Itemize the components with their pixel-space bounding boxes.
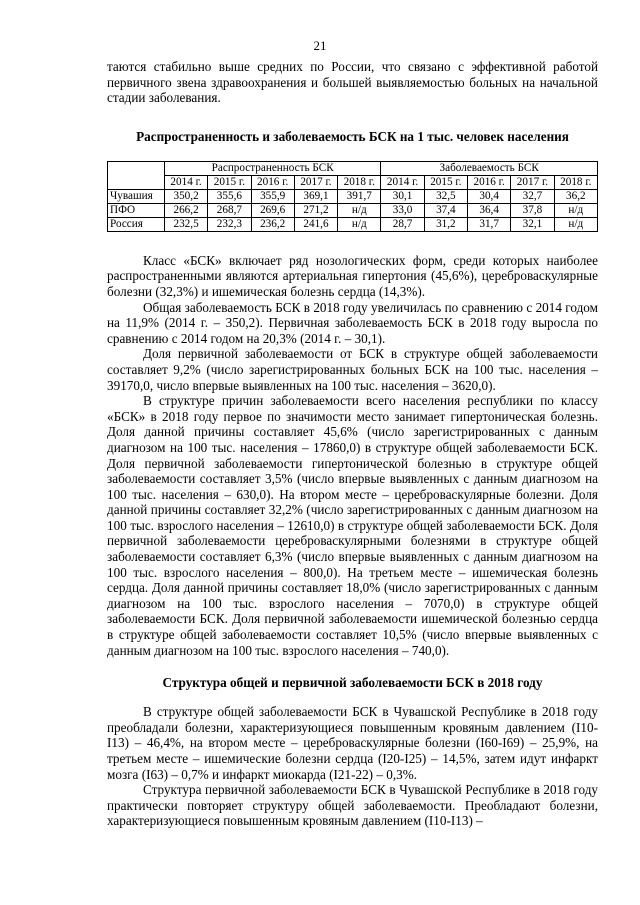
table-title: Распространенность и заболеваемость БСК на 1 тыс. человек населения: [136, 128, 569, 144]
table-cell: 32,1: [511, 217, 554, 231]
table-cell: 28,7: [381, 217, 424, 231]
table-cell: 266,2: [164, 203, 207, 217]
table-cell: 37,8: [511, 203, 554, 217]
table-cell: 37,4: [424, 203, 467, 217]
body-paragraph: Доля первичной заболеваемости от БСК в структуре общей заболеваемости составляет 9,2% (число зарегистрированных больных БСК на 100 тыс. населения – 39170,0, число впервые выявленных на 100 тыс. населения – 3620,0).: [107, 346, 598, 393]
table-corner-cell: [108, 161, 165, 189]
year-header: 2018 г.: [338, 175, 381, 189]
body-paragraph: В структуре общей заболеваемости БСК в Чувашской Республике в 2018 году преобладали болезни, характеризующиеся повышенным кровяным давлением (I10-I13) – 46,4%, на втором месте – цереброваскулярные болезни (I60-I69) – 25,9%, на третьем месте – ишемические болезни сердца (I20-I25) – 14,5%, затем идут инфаркт мозга (I63) – 0,7% и инфаркт миокарда (I21-22) – 0,3%.: [107, 704, 598, 782]
table-cell: 33,0: [381, 203, 424, 217]
year-header: 2016 г.: [251, 175, 294, 189]
row-label: Чувашия: [108, 189, 165, 203]
table-cell: 369,1: [294, 189, 337, 203]
table-cell: 268,7: [208, 203, 251, 217]
page-content: [107, 59, 598, 829]
table-cell: н/д: [338, 203, 381, 217]
table-cell: н/д: [554, 203, 597, 217]
body-paragraph: Структура первичной заболеваемости БСК в Чувашской Республике в 2018 году практически повторяет структуру общей заболеваемости. Преобладают болезни, характеризующиеся повышенным кровяным давлением (I10-I13) –: [107, 782, 598, 829]
table-cell: 36,2: [554, 189, 597, 203]
table-cell: 232,3: [208, 217, 251, 231]
table-row: [108, 217, 598, 231]
table-cell: 391,7: [338, 189, 381, 203]
table-cell: 350,2: [164, 189, 207, 203]
table-cell: 30,4: [468, 189, 511, 203]
table-cell: н/д: [554, 217, 597, 231]
table-cell: 32,7: [511, 189, 554, 203]
table-cell: 36,4: [468, 203, 511, 217]
table-cell: н/д: [338, 217, 381, 231]
year-header: 2014 г.: [164, 175, 207, 189]
table-row: [108, 189, 598, 203]
table-cell: 31,7: [468, 217, 511, 231]
table-group-header-row: [108, 161, 598, 175]
year-header: 2017 г.: [511, 175, 554, 189]
year-header: 2014 г.: [381, 175, 424, 189]
section-heading: Структура общей и первичной заболеваемости БСК в 2018 году: [162, 675, 543, 691]
intro-paragraph: таются стабильно выше средних по России, что связано с эффективной работой первичного звена здравоохранения и большей выявляемостью больных на начальной стадии заболевания.: [107, 59, 598, 106]
table-cell: 30,1: [381, 189, 424, 203]
year-header: 2015 г.: [424, 175, 467, 189]
year-header: 2017 г.: [294, 175, 337, 189]
body-paragraph: В структуре причин заболеваемости всего населения республики по классу «БСК» в 2018 году первое по значимости место занимает гипертоническая болезнь. Доля данной причины составляет 45,6% (число зарегистрированных с данным диагнозом на 100 тыс. населения – 17860,0) в структуре общей заболеваемости БСК. Доля первичной заболеваемости гипертонической болезнью в структуре общей заболеваемости составляет 3,5% (число впервые выявленных с данным диагнозом на 100 тыс. населения – 630,0). На втором месте – цереброваскулярные болезни. Доля данной причины составляет 32,2% (число зарегистрированных с данным диагнозом на 100 тыс. взрослого населения – 12610,0) в структуре общей заболеваемости БСК. Доля первичной заболеваемости цереброваскулярными болезнями в структуре общей заболеваемости составляет 6,3% (число впервые выявленных с данным диагнозом на 100 тыс. взрослого населения – 800,0). На третьем месте – ишемическая болезнь сердца. Доля данной причины составляет 18,0% (число зарегистрированных с данным диагнозом на 100 тыс. взрослого населения – 7070,0) в структуре общей заболеваемости БСК. Доля первичной заболеваемости ишемической болезнью сердца в структуре общей заболеваемости составляет 10,5% (число впервые выявленных с данным диагнозом на 100 тыс. взрослого населения – 740,0).: [107, 393, 598, 658]
table-cell: 32,5: [424, 189, 467, 203]
table-cell: 236,2: [251, 217, 294, 231]
year-header: 2015 г.: [208, 175, 251, 189]
table-cell: 241,6: [294, 217, 337, 231]
row-label: ПФО: [108, 203, 165, 217]
body-paragraph: Класс «БСК» включает ряд нозологических форм, среди которых наиболее распространенными являются артериальная гипертония (45,6%), цереброваскулярные болезни (32,3%) и ишемическая болезнь сердца (14,3%).: [107, 252, 598, 299]
table-cell: 31,2: [424, 217, 467, 231]
table-cell: 355,6: [208, 189, 251, 203]
group-header-incidence: Заболеваемость БСК: [381, 161, 598, 175]
group-header-prevalence: Распространенность БСК: [164, 161, 380, 175]
stats-table: [107, 161, 598, 232]
year-header: 2016 г.: [468, 175, 511, 189]
table-row: [108, 203, 598, 217]
year-header: 2018 г.: [554, 175, 597, 189]
table-cell: 232,5: [164, 217, 207, 231]
body-paragraph: Общая заболеваемость БСК в 2018 году увеличилась по сравнению с 2014 годом на 11,9% (2014 г. – 350,2). Первичная заболеваемость БСК в 2018 году выросла по сравнению с 2014 годом на 20,3% (2014 г. – 30,1).: [107, 299, 598, 346]
table-year-header-row: [108, 175, 598, 189]
table-cell: 269,6: [251, 203, 294, 217]
table-cell: 355,9: [251, 189, 294, 203]
table-cell: 271,2: [294, 203, 337, 217]
page-number: 21: [313, 38, 327, 53]
row-label: Россия: [108, 217, 165, 231]
